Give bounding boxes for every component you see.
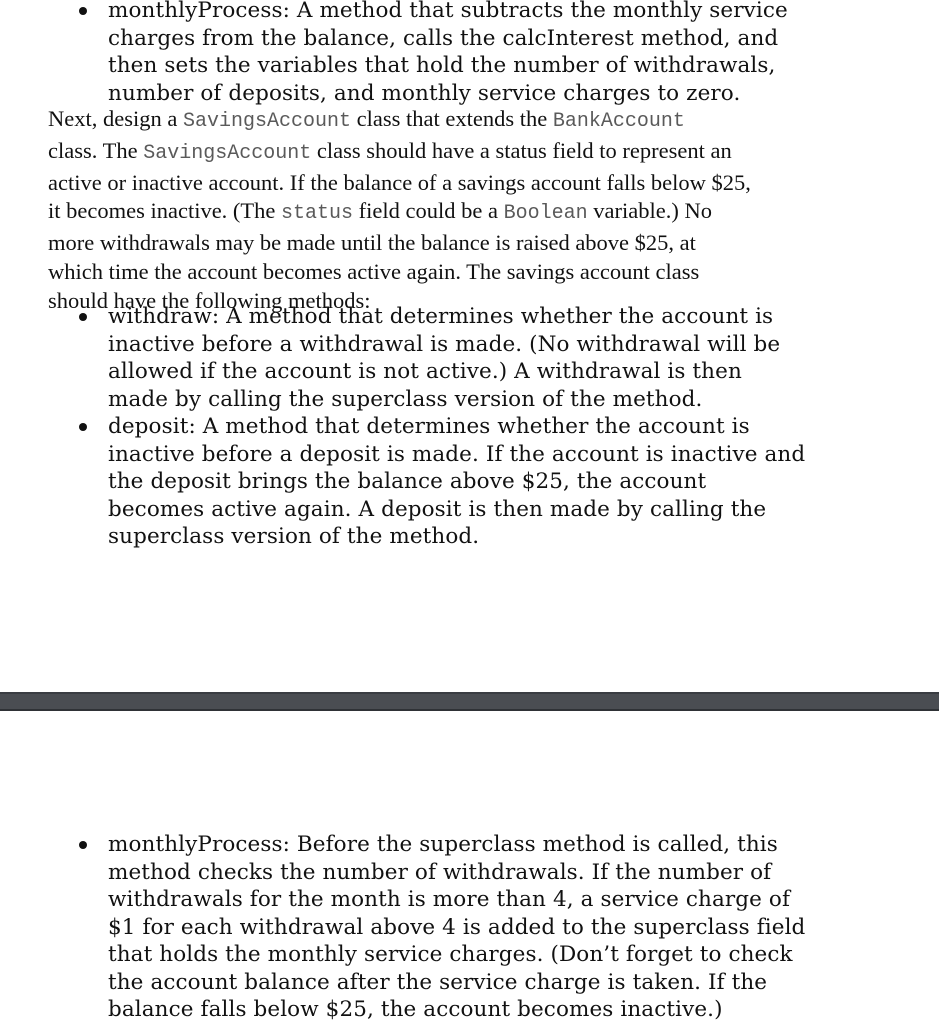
text-line: monthlyProcess: A method that subtracts the monthly service — [108, 0, 788, 23]
bullet-monthly-process — [108, 0, 868, 107]
text-run: it becomes inactive. (The — [48, 198, 282, 224]
text-line: active or inactive account. If the balance of a savings account falls below $25, — [48, 169, 751, 195]
text-run: class that extends the — [351, 106, 553, 131]
text-line: method checks the number of withdrawals. If the number of — [108, 859, 772, 885]
text-line: deposit: A method that determines whether the account is — [108, 414, 750, 439]
bullet-withdraw — [108, 303, 868, 413]
page-break-divider — [0, 692, 939, 711]
text-line: allowed if the account is not active.) A withdrawal is then — [108, 359, 742, 384]
text-line: inactive before a deposit is made. If the account is inactive and — [108, 441, 806, 467]
text-line: then sets the variables that hold the number of withdrawals, — [108, 53, 776, 78]
text-line: superclass version of the method. — [108, 524, 480, 549]
document-page-bottom — [0, 711, 939, 1024]
text-line: the account balance after the service charge is taken. If the — [108, 969, 768, 995]
text-line: number of deposits, and monthly service charges to zero. — [108, 80, 741, 106]
text-line — [48, 105, 848, 137]
text-line: withdrawals for the month is more than 4, a service charge of — [108, 887, 791, 912]
text-line: more withdrawals may be made until the balance is raised above $25, at — [48, 230, 696, 256]
text-line: should have the following methods: — [48, 287, 371, 313]
text-line: withdraw: A method that determines whether the account is — [108, 304, 774, 329]
text-line: becomes active again. A deposit is then made by calling the — [108, 496, 767, 522]
code-bank-account: BankAccount — [552, 110, 685, 133]
code-boolean: Boolean — [503, 202, 588, 226]
bullet-monthly-process-savings — [108, 831, 868, 1024]
text-line: monthlyProcess: Before the superclass method is called, this — [108, 832, 778, 857]
code-status: status — [281, 202, 354, 226]
text-run: Next, design a — [48, 106, 183, 131]
text-line: which time the account becomes active again. The savings account class — [48, 258, 700, 284]
text-line — [48, 197, 848, 229]
text-line: made by calling the superclass version of the method. — [108, 386, 703, 412]
text-run: class should have a status field to represent an — [311, 137, 732, 163]
text-run: variable.) No — [587, 198, 712, 224]
text-line: balance falls below $25, the account becomes inactive.) — [108, 997, 723, 1022]
text-line: that holds the monthly service charges. (Don’t forget to check — [108, 942, 793, 967]
code-savings-account: SavingsAccount — [143, 141, 312, 165]
text-line: the deposit brings the balance above $25, the account — [108, 469, 707, 494]
bullet-deposit — [108, 413, 868, 551]
text-line: inactive before a withdrawal is made. (No withdrawal will be — [108, 331, 781, 357]
text-line: charges from the balance, calls the calcInterest method, and — [108, 25, 779, 51]
text-run: class. The — [48, 137, 144, 163]
code-savings-account: SavingsAccount — [182, 110, 351, 133]
text-line — [48, 137, 848, 169]
savings-account-paragraph — [48, 105, 848, 316]
text-run: field could be a — [353, 198, 504, 224]
text-line: $1 for each withdrawal above 4 is added to the superclass field — [108, 914, 806, 940]
